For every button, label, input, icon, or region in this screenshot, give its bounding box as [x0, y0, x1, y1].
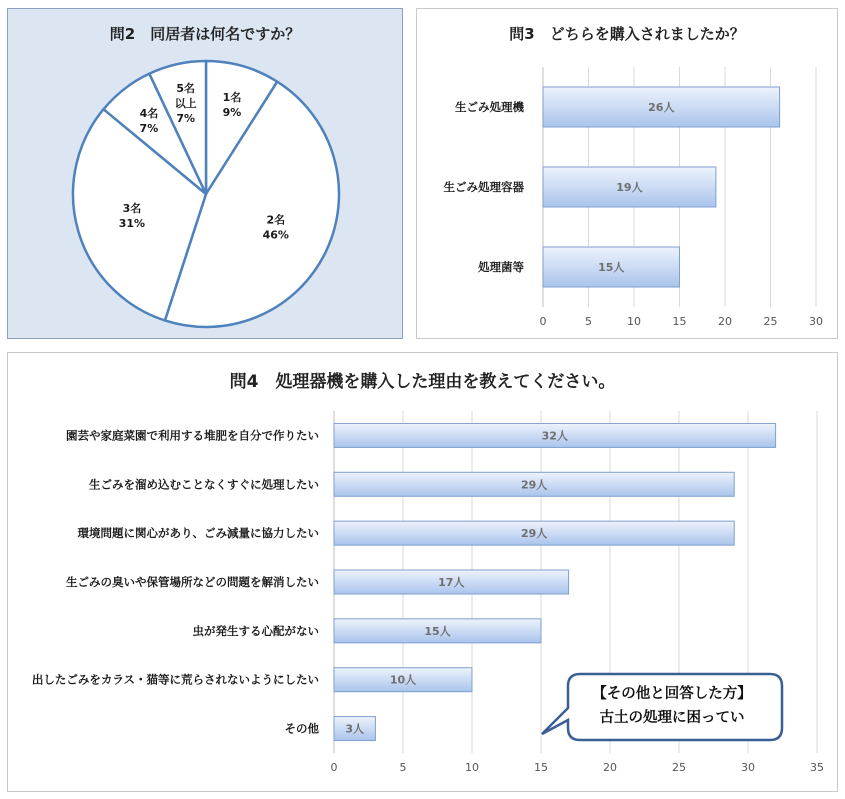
- q4-category-label-5: 出したごみをカラス・猫等に荒らされないようにしたい: [31, 672, 319, 687]
- q4-tick-label-5: 25: [672, 761, 686, 774]
- pie-label-percent-4: 7%: [139, 121, 159, 135]
- q3-tick-label-0: 0: [539, 315, 547, 328]
- callout-text: 古土の処理に困ってい: [599, 710, 745, 726]
- q2-chart-title: 問2 同居者は何名ですか？: [109, 25, 301, 43]
- q4-category-label-2: 環境問題に関心があり、ごみ減量に協力したい: [77, 526, 319, 541]
- q4-bar-value-label-3: 17人: [438, 576, 465, 589]
- q3-tick-label-2: 10: [627, 315, 641, 328]
- q3-category-label-0: 生ごみ処理機: [455, 100, 524, 114]
- q4-tick-label-6: 30: [741, 761, 755, 774]
- pie-label-percent-5: 7%: [176, 112, 196, 126]
- q4-tick-label-3: 15: [534, 761, 548, 774]
- q4-category-label-3: 生ごみの臭いや保管場所などの問題を解消したい: [66, 575, 319, 589]
- q4-bar-value-label-4: 15人: [424, 624, 451, 638]
- pie-label-percent-2: 46%: [262, 228, 289, 242]
- q3-tick-label-4: 20: [718, 315, 732, 328]
- q3-tick-label-6: 30: [809, 315, 823, 328]
- q4-category-label-6: その他: [284, 721, 319, 736]
- q3-chart-panel: [416, 8, 838, 339]
- q4-category-label-0: 園芸や家庭菜園で利用する堆肥を自分で作りたい: [66, 428, 319, 443]
- q3-tick-label-3: 15: [672, 315, 687, 328]
- q4-tick-label-1: 5: [399, 761, 407, 774]
- q4-category-label-1: 生ごみを溜め込むことなくすぐに処理したい: [89, 477, 319, 492]
- pie-label-name-1: 1名: [222, 91, 242, 105]
- q3-bar-value-label-2: 15人: [598, 261, 625, 274]
- q4-category-label-4: 虫が発生する心配がない: [192, 623, 319, 638]
- q3-bar-chart: [417, 9, 839, 340]
- q2-chart-panel: [7, 8, 403, 339]
- pie-label-percent-1: 9%: [222, 106, 242, 120]
- q3-tick-label-5: 25: [763, 315, 778, 328]
- pie-label-name-2: 2名: [266, 213, 286, 227]
- q4-tick-label-0: 0: [330, 761, 338, 774]
- pie-label-percent-3: 31%: [118, 217, 146, 230]
- q4-bar-value-label-5: 10人: [389, 673, 417, 687]
- q3-chart-title: 問3 どちらを購入されましたか？: [509, 25, 745, 43]
- q4-bar-value-label-0: 32人: [541, 429, 568, 443]
- pie-label-name-4: 4名: [139, 106, 159, 120]
- q3-category-label-1: 生ごみ処理容器: [443, 180, 524, 194]
- pie-label-name-5: 5名: [176, 82, 196, 96]
- pie-label-name-3: 3名: [122, 202, 142, 215]
- q4-tick-label-2: 10: [465, 761, 479, 774]
- other-answer-callout: [560, 672, 784, 744]
- q3-bar-value-label-0: 26人: [648, 101, 675, 114]
- q4-tick-label-4: 20: [603, 761, 617, 774]
- q4-tick-label-7: 35: [810, 761, 824, 774]
- pie-label-name-5: 以上: [174, 97, 197, 111]
- q2-pie-chart: [8, 9, 404, 340]
- q4-bar-value-label-2: 29人: [520, 527, 548, 541]
- q4-chart-title: 問4 処理器機を購入した理由を教えてください。: [229, 372, 616, 392]
- q4-bar-value-label-6: 3人: [345, 722, 365, 736]
- callout-heading: 【その他と回答した方】: [592, 686, 752, 702]
- q3-tick-label-1: 5: [585, 315, 592, 328]
- q3-category-label-2: 処理菌等: [478, 260, 524, 274]
- q4-bar-value-label-1: 29人: [520, 478, 548, 492]
- q3-bar-value-label-1: 19人: [616, 181, 643, 194]
